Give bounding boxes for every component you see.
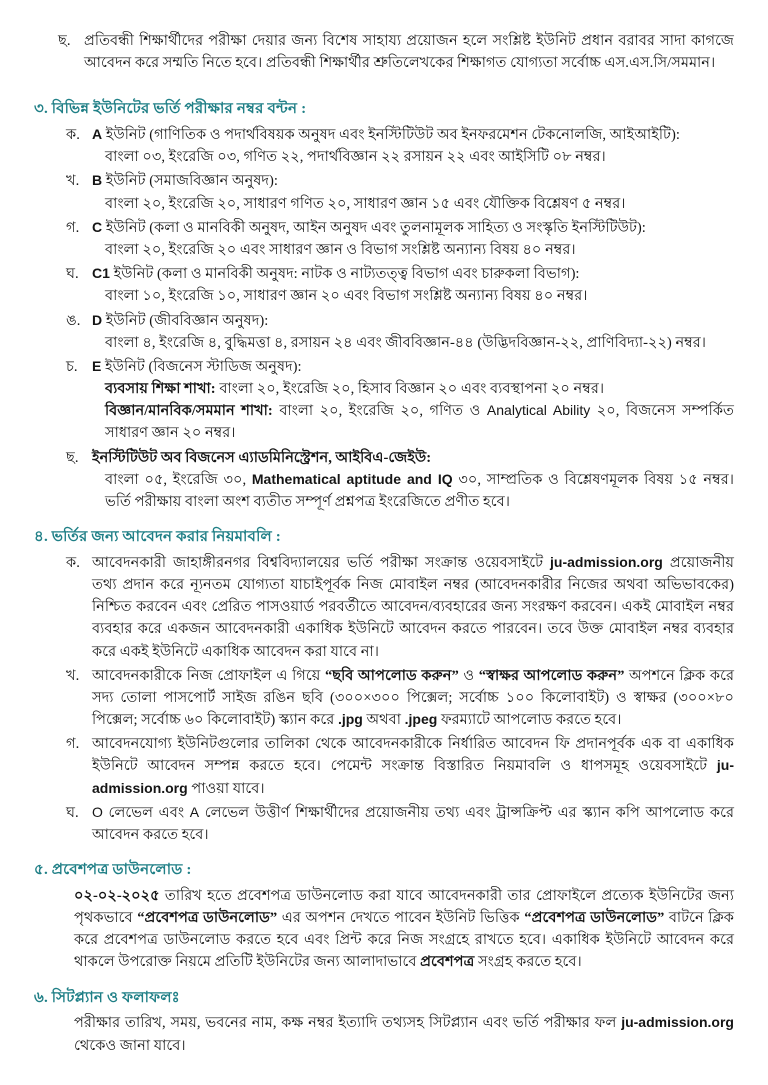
unit-code: C bbox=[92, 218, 103, 235]
unit-title bbox=[92, 127, 680, 143]
rule-text-mid2: অথবা bbox=[366, 712, 401, 729]
list-item bbox=[66, 217, 734, 261]
list-marker: গ. bbox=[66, 736, 80, 753]
unit-branch-science bbox=[92, 400, 734, 444]
list-item bbox=[66, 124, 734, 168]
list-marker: খ. bbox=[66, 667, 80, 684]
rule-text-b: প্রয়োজনীয় তথ্য প্রদান করে ন্যূনতম যোগ্যতা যাচাইপূর্বক নিজ মোবাইল নম্বর (আবেদনকারীর নিজের অথবা অভিভাবকের) নিশ্চিত করবেন এবং প্রেরিত পাসওয়ার্ড পরবর্তীতে আবেদন/ব্যবহারের জন্য সংরক্ষণ করবেন। একই মোবাইল নম্বর ব্যবহার করে একজন আবেদনকারী একাধিক ইউনিটে আবেদন করতে পারবেন। তবে উক্ত মোবাইল নম্বর ব্যবহার করে একই ইউনিটে একাধিক আবেদন করা যাবে না। bbox=[92, 554, 734, 660]
rule-text bbox=[92, 802, 734, 846]
list-marker: ঙ. bbox=[66, 312, 81, 329]
list-item bbox=[66, 263, 734, 307]
unit-faculty: ইউনিট (বিজনেস স্টাডিজ অনুষদ): bbox=[105, 358, 302, 375]
unit-marks: বাংলা ১০, ইংরেজি ১০, সাধারণ জ্ঞান ২০ এবং বিভাগ সংশ্লিষ্ট অন্যান্য বিষয় ৪০ নম্বর। bbox=[105, 288, 588, 305]
branch-marks-latin: Analytical Ability bbox=[486, 402, 591, 419]
list-marker: ঘ. bbox=[66, 804, 79, 821]
rule-text bbox=[92, 733, 734, 800]
list-marker: ছ. bbox=[58, 33, 71, 49]
section-4 bbox=[34, 526, 734, 846]
rule-text-a: আবেদনকারীকে নিজ প্রোফাইল এ গিয়ে bbox=[92, 667, 321, 684]
unit-faculty: ইউনিট (জীববিজ্ঞান অনুষদ): bbox=[105, 312, 269, 329]
list-item bbox=[66, 170, 734, 214]
list-marker: চ. bbox=[66, 358, 78, 375]
list-item bbox=[66, 733, 734, 800]
format-jpeg: .jpeg bbox=[404, 711, 438, 728]
admit-card-start-date: ০২-০২-২০২৫ bbox=[74, 887, 160, 904]
section-5 bbox=[34, 859, 734, 973]
list-marker: গ. bbox=[66, 219, 80, 236]
branch-marks: বাংলা ২০, ইংরেজি ২০, হিসাব বিজ্ঞান ২০ এবং ব্যবস্থাপনা ২০ নম্বর। bbox=[219, 381, 605, 398]
seatplan-result-text bbox=[74, 1012, 734, 1056]
unit-title bbox=[92, 220, 646, 236]
unit-faculty: ইউনিট (কলা ও মানবিকী অনুষদ: নাটক ও নাট্যতত্ত্ব বিভাগ এবং চারুকলা বিভাগ): bbox=[113, 266, 580, 283]
section-3 bbox=[34, 98, 734, 513]
list-item bbox=[66, 665, 734, 732]
rule-text-c: ফরম্যাটে আপলোড করতে হবে। bbox=[440, 712, 622, 729]
section-3-heading: ৩. বিভিন্ন ইউনিটের ভর্তি পরীক্ষার নম্বর বন্টন : bbox=[34, 100, 307, 118]
section-5-heading: ৫. প্রবেশপত্র ডাউনলোড : bbox=[34, 861, 192, 879]
website-link[interactable]: ju-admission.org bbox=[621, 1014, 734, 1031]
iba-marks-b: ৩০, সাম্প্রতিক ও বিশ্লেষণমূলক বিষয় ১৫ নম্বর। ভর্তি পরীক্ষায় বাংলা অংশ ব্যতীত সম্পূর্ণ প্রশ্নপত্র ইংরেজিতে প্রণীত হবে। bbox=[105, 471, 734, 510]
list-item-text: প্রতিবন্ধী শিক্ষার্থীদের পরীক্ষা দেয়ার জন্য বিশেষ সাহায্য প্রয়োজন হলে সংশ্লিষ্ট ইউনিট প্রধান বরাবর সাদা কাগজে আবেদন করে সম্মতি নিতে হবে। প্রতিবন্ধী শিক্ষার্থীর শ্রুতিলেখকের শিক্ষাগত যোগ্যতা সর্বোচ্চ এস.এস.সি/সমমান। bbox=[84, 33, 734, 72]
iba-marks bbox=[92, 469, 734, 513]
unit-faculty: ইউনিট (গাণিতিক ও পদার্থবিষয়ক অনুষদ এবং ইনস্টিটিউট অব ইনফরমেশন টেকনোলজি, আইআইটি): bbox=[105, 127, 680, 144]
rule-text-a: আবেদনযোগ্য ইউনিটগুলোর তালিকা থেকে আবেদনকারীকে নির্ধারিত আবেদন ফি প্রদানপূর্বক এক বা একাধিক ইউনিটে আবেদন সম্পন্ন করতে হবে। পেমেন্ট সংক্রান্ত বিস্তারিত নিয়মাবলি ও ধাপসমূহ ওয়েবসাইটে bbox=[92, 736, 734, 775]
rule-text-b: পাওয়া যাবে। bbox=[191, 780, 265, 797]
branch-marks-a: বাংলা ২০, ইংরেজি ২০, গণিত ও bbox=[279, 403, 481, 420]
rule-text bbox=[92, 665, 734, 732]
o-level-code: O bbox=[92, 803, 103, 820]
website-link[interactable]: ju-admission.org bbox=[550, 553, 663, 570]
a-level-code: A bbox=[189, 803, 200, 820]
admit-card-download-option: “প্রবেশপত্র ডাউনলোড” bbox=[137, 910, 278, 927]
unit-code: B bbox=[92, 172, 103, 189]
list-item bbox=[66, 447, 734, 514]
list-marker: ঘ. bbox=[66, 266, 79, 283]
rule-text bbox=[92, 552, 734, 663]
list-marker: খ. bbox=[66, 173, 80, 190]
unit-code: A bbox=[92, 126, 103, 143]
section-6 bbox=[34, 987, 734, 1057]
unit-title bbox=[92, 173, 278, 189]
section-6-heading: ৬. সিটপ্ল্যান ও ফলাফলঃ bbox=[34, 988, 180, 1006]
admit-card-text bbox=[74, 885, 734, 974]
unit-marks: বাংলা ০৩, ইংরেজি ০৩, গণিত ২২, পদার্থবিজ্ঞান ২২ রসায়ন ২২ এবং আইসিটি ০৮ নম্বর। bbox=[105, 149, 606, 166]
rule-text-mid: লেভেল এবং bbox=[108, 804, 185, 821]
admit-card-text-b: এর অপশন দেখতে পাবেন ইউনিট ভিত্তিক bbox=[281, 910, 520, 927]
upload-photo-option: “ছবি আপলোড করুন” bbox=[324, 667, 459, 684]
seatplan-text-b: থেকেও জানা যাবে। bbox=[74, 1037, 186, 1054]
upload-signature-option: “স্বাক্ষর আপলোড করুন” bbox=[478, 667, 625, 684]
admit-card-download-button-label: “প্রবেশপত্র ডাউনলোড” bbox=[524, 910, 665, 927]
unit-marks: বাংলা ২০, ইংরেজি ২০, সাধারণ গণিত ২০, সাধারণ জ্ঞান ১৫ এবং যৌক্তিক বিশ্লেষণ ৫ নম্বর। bbox=[105, 195, 626, 212]
website-link[interactable]: ju-admission.org bbox=[92, 757, 734, 796]
admit-card-text-c: বাটনে ক্লিক করে প্রবেশপত্র ডাউনলোড করতে হবে এবং প্রিন্ট করে নিজ সংগ্রহে রাখতে হবে। একাধিক ইউনিটে আবেদন করে থাকলে উপরোক্ত নিয়মে প্রতিটি ইউনিটের জন্য আলাদাভাবে bbox=[74, 910, 735, 971]
admit-card-text-a: তারিখ হতে প্রবেশপত্র ডাউনলোড করা যাবে আবেদনকারী তার প্রোফাইলে প্রত্যেক ইউনিটের জন্য পৃথকভাবে bbox=[74, 887, 734, 927]
format-jpg: .jpg bbox=[337, 711, 363, 728]
rule-text-b: লেভেল উত্তীর্ণ শিক্ষার্থীদের প্রয়োজনীয় তথ্য এবং ট্রান্সক্রিপ্ট এর স্ক্যান কপি আপলোড করে আবেদন করতে হবে। bbox=[92, 804, 734, 843]
branch-label: ব্যবসায় শিক্ষা শাখা: bbox=[105, 381, 216, 398]
unit-code: C1 bbox=[92, 265, 110, 282]
list-item bbox=[66, 802, 734, 846]
admit-card-text-d: সংগ্রহ করতে হবে। bbox=[477, 954, 582, 971]
list-marker: ক. bbox=[66, 554, 80, 571]
unit-code: D bbox=[92, 311, 103, 328]
rule-text-b: অপশনে ক্লিক করে সদ্য তোলা পাসপোর্ট সাইজ রঙিন ছবি (৩০০×৩০০ পিক্সেল; সর্বোচ্চ ১০০ কিলোবাইট) ও স্বাক্ষর (৩০০×৮০ পিক্সেল; সর্বোচ্চ ৬০ কিলোবাইট) স্ক্যান করে bbox=[92, 667, 734, 729]
seatplan-text-a: পরীক্ষার তারিখ, সময়, ভবনের নাম, কক্ষ নম্বর ইত্যাদি তথ্যসহ সিটপ্ল্যান এবং ভর্তি পরীক্ষার ফল bbox=[74, 1015, 617, 1032]
unit-title bbox=[92, 266, 580, 282]
list-item bbox=[58, 30, 734, 74]
iba-title: ইনস্টিটিউট অব বিজনেস এ্যাডমিনিস্ট্রেশন, আইবিএ-জেইউ: bbox=[92, 449, 432, 466]
branch-marks-b: ২০, বিজনেস সম্পর্কিত সাধারণ জ্ঞান ২০ নম্বর। bbox=[105, 403, 734, 442]
iba-marks-latin: Mathematical aptitude and IQ bbox=[251, 470, 453, 487]
rule-text-mid: ও bbox=[463, 667, 475, 684]
unit-faculty: ইউনিট (সমাজবিজ্ঞান অনুষদ): bbox=[105, 173, 278, 190]
unit-title bbox=[92, 313, 268, 329]
admit-card-bold-tail: প্রবেশপত্র bbox=[420, 954, 475, 971]
list-item bbox=[66, 356, 734, 445]
section-4-heading: ৪. ভর্তির জন্য আবেদন করার নিয়মাবলি : bbox=[34, 528, 281, 546]
unit-title bbox=[92, 359, 302, 375]
unit-marks: বাংলা ৪, ইংরেজি ৪, বুদ্ধিমত্তা ৪, রসায়ন ২৪ এবং জীববিজ্ঞান-৪৪ (উদ্ভিদবিজ্ঞান-২২, প্রাণিবিদ্যা-২২) নম্বর। bbox=[105, 334, 706, 351]
unit-code: E bbox=[92, 357, 102, 374]
unit-marks: বাংলা ২০, ইংরেজি ২০ এবং সাধারণ জ্ঞান ও বিভাগ সংশ্লিষ্ট অন্যান্য বিষয় ৪০ নম্বর। bbox=[105, 242, 576, 258]
branch-label: বিজ্ঞান/মানবিক/সমমান শাখা: bbox=[105, 403, 273, 420]
unit-branch-business bbox=[92, 378, 734, 400]
list-marker: ছ. bbox=[66, 449, 79, 466]
list-item bbox=[66, 552, 734, 663]
unit-faculty: ইউনিট (কলা ও মানবিকী অনুষদ, আইন অনুষদ এবং তুলনামূলক সাহিত্য ও সংস্কৃতি ইনস্টিটিউট): bbox=[105, 219, 646, 236]
list-item bbox=[66, 310, 734, 354]
rule-text-a: আবেদনকারী জাহাঙ্গীরনগর বিশ্ববিদ্যালয়ের ভর্তি পরীক্ষা সংক্রান্ত ওয়েবসাইটে bbox=[92, 554, 544, 571]
list-marker: ক. bbox=[66, 127, 80, 144]
iba-marks-a: বাংলা ০৫, ইংরেজি ৩০, bbox=[105, 471, 247, 488]
